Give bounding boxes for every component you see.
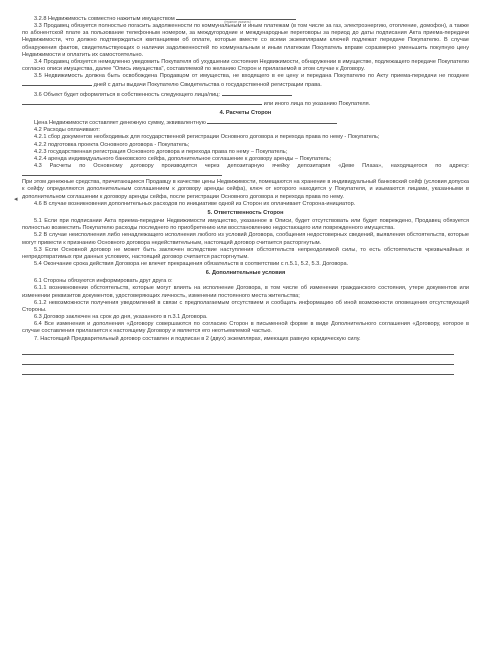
clause-3-3: 3.3 Продавец обязуется полностью погасить задолженности по коммунальным и иным платежам (в том числе за газ, электроэнергию, отопление, домофон), а также по абонентской плате за пользование телефонным номером, за междугородние и международные переговоры за период до даты подписания Акта приема-передачи Недвижимости, что должно подтверждаться квитанциями об оплате, которые вместе со всеми экземплярами ключей подлежат передаче Покупателю. В случае обнаружения фактов, свидетельствующих о наличии задолженностей по коммунальным и иным платежам Покупатель вправе соразмерно уменьшить покупную цену Недвижимости и оплатить их самостоятельно.: [22, 23, 469, 58]
clause-6-1-1: 6.1.1 возникновении обстоятельств, которые могут влиять на исполнение Договора, в том числе об изменении гражданского состояния, утере документов или изменении реквизитов документов, удостоверяющих личность, изменении постоянного места жительства;: [22, 285, 469, 299]
section-4-heading: 4. Расчеты Сторон: [219, 109, 272, 116]
clause-3-2-8-text: 3.2.8 Недвижимость совместно нажитым имуществом: [34, 16, 175, 22]
clause-4-2-1: 4.2.1 сбор документов необходимых для государственной регистрации Основного договора и перехода права по нему - Покупатель;: [34, 134, 380, 141]
margin-mark: ◂: [14, 195, 18, 203]
signature-lines: [22, 345, 469, 375]
clause-6-1-2: 6.1.2 невозможности получения уведомлений в связи с предполагаемым отсутствием и сообщать информацию об иной возможности оповещения отсутствующей Стороны.: [22, 299, 469, 313]
blank-line: [222, 90, 292, 96]
clause-4-2-2: 4.2.2 подготовка проекта Основного договора - Покупатель;: [34, 141, 190, 148]
clause-3-6-text-a: 3.6 Объект будет оформляться в собственность следующего лица/лиц:: [34, 91, 220, 98]
clause-3-5: [22, 73, 469, 89]
blank-line: [22, 80, 92, 86]
clause-4-3: [22, 163, 469, 179]
signature-line: [22, 345, 454, 355]
blank-line: [207, 118, 337, 124]
signature-line: [22, 355, 454, 365]
clause-4-6: 4.6 В случае возникновения дополнительных расходов по инициативе одной из Сторон их оплачивает Сторона-инициатор.: [34, 200, 356, 207]
clause-3-2-8-note: (нужное указать): [224, 20, 251, 24]
clause-3-2-8: [22, 14, 469, 23]
blank-line: [176, 14, 296, 24]
clause-4-3-text: 4.3 Расчеты по Основному договору производятся через депозитарную ячейку депозитария «Деве Плаза», находящегося по адресу:: [34, 162, 469, 169]
section-6-heading: 6. Дополнительные условия: [205, 270, 286, 277]
section-5-heading: 5. Ответственность Сторон: [207, 209, 284, 216]
blank-line: [22, 170, 222, 176]
clause-3-6: [22, 90, 469, 108]
clause-6-4: 6.4 Все изменения и дополнения «Договору совершаются по согласию Сторон в письменной форме в виде Дополнительного соглашения «Договору, которое в случае составления прилагается к настоящему Договору и является его неотъемлемой частью.: [22, 321, 469, 335]
clause-4-2-3: 4.2.3 государственная регистрация Основного договора и перехода права по нему – Покупатель;: [34, 148, 288, 155]
clause-7: 7. Настоящий Предварительный договор составлен и подписан в 2 (двух) экземплярах, имеющих равную юридическую силу.: [34, 335, 361, 342]
clause-3-5-text-b: дней с даты выдачи Покупателю Свидетельства о государственной регистрации права.: [93, 82, 322, 89]
clause-3-6-text-b: или иного лица по указанию Покупателя.: [263, 100, 371, 107]
clause-6-3: 6.3 Договор заключен на срок до дня, указанного в п.3.1 Договора.: [34, 314, 208, 321]
clause-6-1: 6.1 Стороны обязуются информировать друг друга о:: [34, 278, 173, 285]
clause-3-5-text-a: 3.5 Недвижимость должна быть освобождена Продавцом от имущества, не входящего в ее цену и передана Покупателю по Акту приема-передачи не позднее: [34, 73, 469, 80]
clause-5-4: 5.4 Окончание срока действия Договора не влечет прекращения обязательств в соответствии с п.5.1, 5.2, 5.3. Договора.: [34, 261, 349, 267]
clause-4-2-4: 4.2.4 аренда индивидуального банковского сейфа, дополнительное соглашение к договору аренды – Покупатель;: [34, 155, 332, 162]
clause-5-1: 5.1 Если при подписании Акта приема-передачи Недвижимости имущество, указанное в Описи, будет отсутствовать или будет повреждено, Продавец обязуется полностью возместить Покупателю расходы последнего по приобретению или восстановлению недостающего или поврежденного имущества.: [22, 218, 469, 232]
clause-4-1: [22, 118, 469, 127]
clause-4-2: 4.2 Расходы оплачивают:: [34, 127, 100, 134]
clause-3-4: 3.4 Продавец обязуется немедленно уведомить Покупателя об ухудшении состояния Недвижимости, обнаружении в имуществе, подлежащего передаче Покупателю согласно описи имущества, далее "Опись имущества", составляемой по желанию Сторон и прилагаемой в этом случае к Договору.: [22, 58, 469, 73]
signature-line: [22, 365, 454, 375]
clause-5-3: 5.3 Если Основной договор не может быть заключен вследствие наступления обстоятельств непреодолимой силы, то есть обстоятельств чрезвычайных и непредотвратимых при данных условиях, настоящий договор считается расторгнутым.: [22, 246, 469, 260]
blank-line: [22, 99, 262, 105]
clause-4-3-detail: При этом денежные средства, причитающиеся Продавцу в качестве цены Недвижимости, помещаются на хранение в индивидуальный банковский сейф (условия допуска к сейфу определяются дополнительным соглашением к договору аренды сейфа), ключ от которого находится у Покупателя, и изымаются лицами, указанными в дополнительном соглашении к договору аренды сейфа, после регистрации Основного договора и перехода права по нему.: [22, 179, 469, 200]
clause-5-2: 5.2 В случае неисполнения либо ненадлежащего исполнения любого из условий Договора, сообщения недостоверных сведений, выявления обстоятельств, которые могут привести к признанию Основного договора недействительным, настоящий договор считается расторгнутым.: [22, 232, 469, 246]
clause-4-1-text: Цена Недвижимости составляет денежную сумму, эквивалентную: [34, 120, 206, 127]
